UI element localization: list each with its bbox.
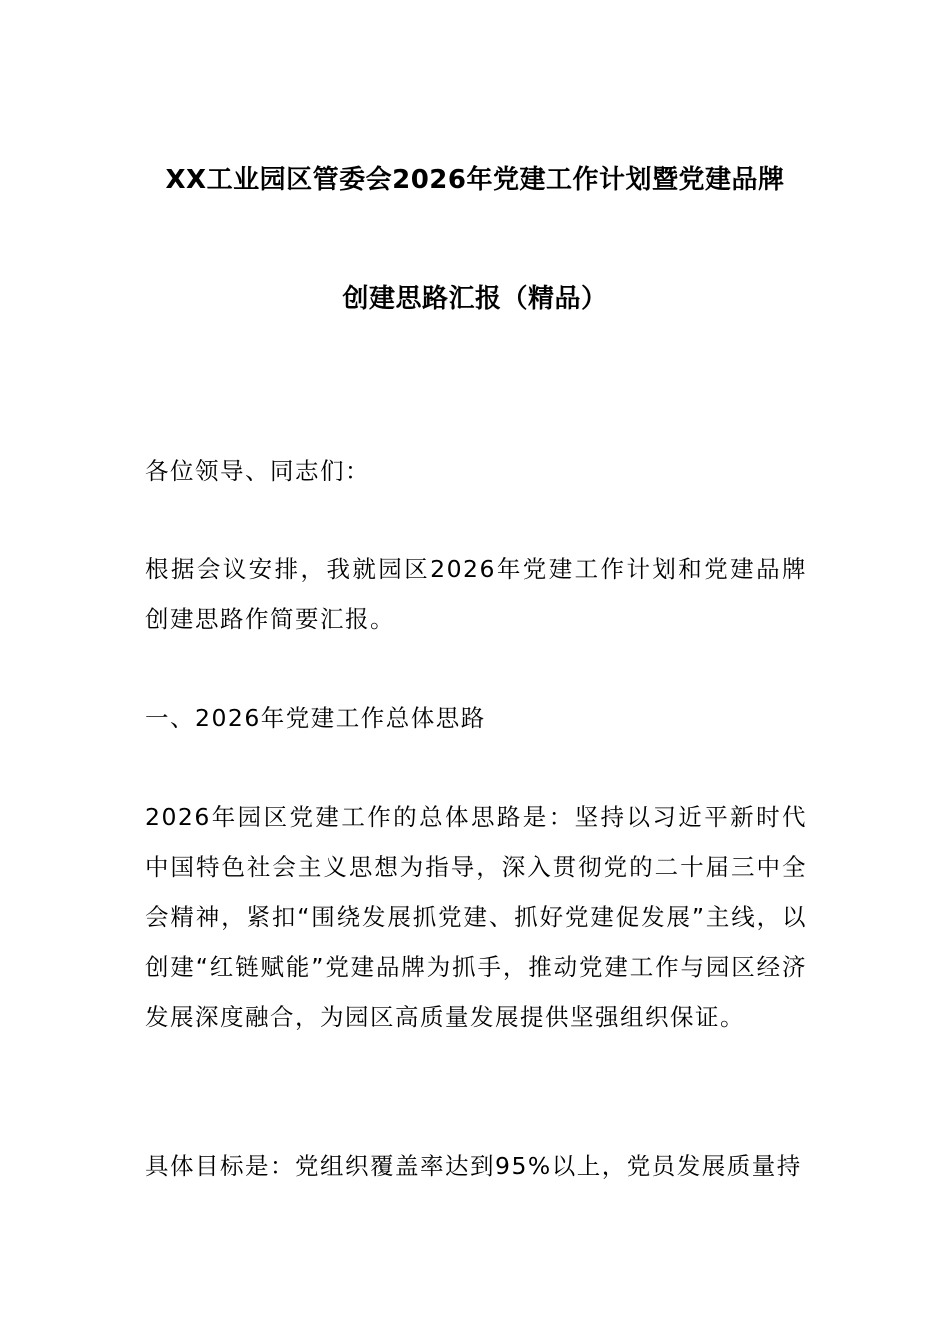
document-title-line-1: XX工业园区管委会2026年党建工作计划暨党建品牌: [165, 165, 785, 195]
overall-thinking-paragraph: 2026年园区党建工作的总体思路是：坚持以习近平新时代中国特色社会主义思想为指导，深入贯彻党的二十届三中全会精神，紧扣“围绕发展抓党建、抓好党建促发展”主线，以创建“红链赋能”党建品牌为抓手，推动党建工作与园区经济发展深度融合，为园区高质量发展提供坚强组织保证。: [145, 803, 807, 1031]
document-title-line-2: 创建思路汇报（精品）: [342, 284, 608, 314]
specific-goals-paragraph: 具体目标是：党组织覆盖率达到95%以上，党员发展质量持: [145, 1152, 802, 1180]
greeting-paragraph: 各位领导、同志们：: [145, 457, 370, 485]
section-1-heading: 一、2026年党建工作总体思路: [145, 704, 486, 732]
intro-paragraph: 根据会议安排，我就园区2026年党建工作计划和党建品牌创建思路作简要汇报。: [145, 555, 807, 633]
